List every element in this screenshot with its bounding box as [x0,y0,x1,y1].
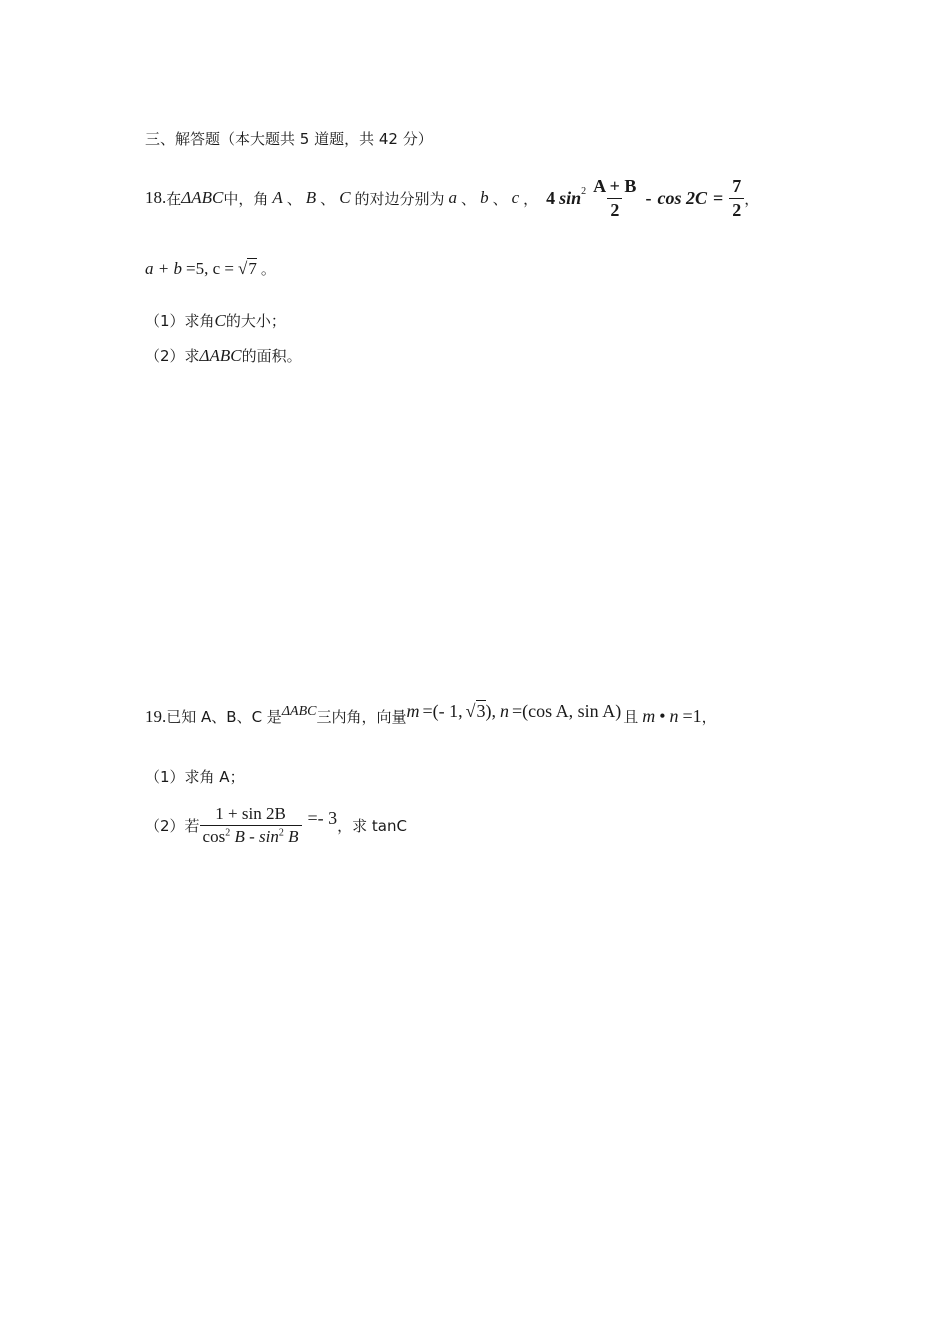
q18-part2: （2）求 ΔABC 的面积。 [145,345,302,365]
q18-line1: 18. 在 ΔABC 中，角 A 、 B 、 C 的对边分别为 a 、 b 、 c ， 4 sin $^2$ $\frac{A + B}{2}$ - cos 2C = $\frac{7}{2}$ ， [145,175,760,220]
q19-part1: （1）求角 A； [145,768,245,786]
q18-part1: （1）求角 C 的大小； [145,310,286,330]
q19-number: 19. [145,706,167,726]
q19-fraction: $\frac{1 + \sin 2B}{\cos^2 B - \sin^2 B}$ [200,804,302,847]
q18-condition: a + b =5, c = √7 。 [145,258,276,278]
q18-equation: 4 sin $^2$ $\frac{A + B}{2}$ - cos 2C = $\frac{7}{2}$ [546,176,744,221]
q19-line1: 19. 已知 A、B、C 是 ΔABC 三内角，向量 m =(- 1, √3 ), n =(cos A, sin A) 且 m • n =1 ， [145,701,717,726]
q18-rhs-fraction: $\frac{7}{2}$ [729,176,744,221]
q18-number: 18. [145,188,167,207]
q19-part2: （2）若 $\frac{1 + \sin 2B}{\cos^2 B - \sin^2 B}$ =- 3 ，求 tanC [145,803,407,846]
q18-half-angle-fraction: $\frac{A + B}{2}$ [593,175,637,220]
section-heading: 三、解答题（本大题共 5 道题，共 42 分） [145,130,433,148]
